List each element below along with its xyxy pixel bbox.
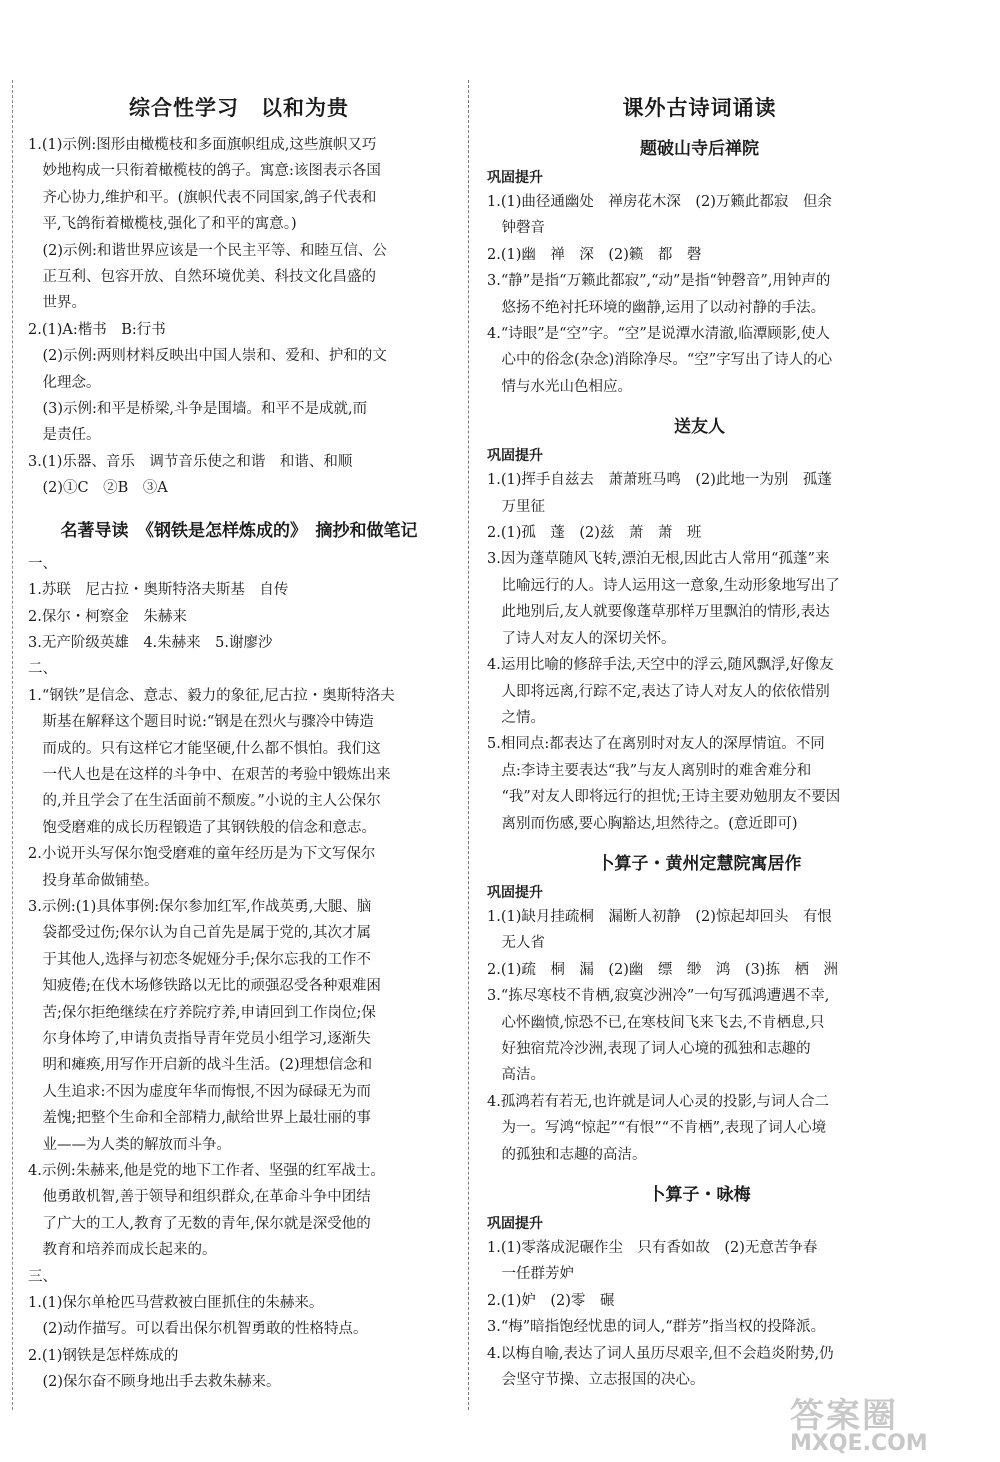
- poem-block: [487, 849, 912, 1168]
- answer-line: 4.孤鸿若有若无,也许就是词人心灵的投影,与词人合二: [487, 1093, 830, 1110]
- answer-line: 为一。写鸿“惊起”“有恨”“不肯栖”,表现了词人心境: [487, 1120, 827, 1137]
- answer-line: 尔身体垮了,申请负责指导青年党员小组学习,逐渐失: [28, 1031, 371, 1047]
- answer-line: 一代人也是在这样的斗争中、在艰苦的考验中锻炼出来: [28, 766, 391, 783]
- answer-line: 1.苏联 尼古拉・奥斯特洛夫斯基 自传: [28, 582, 289, 599]
- answer-line: 他勇敢机智,善于领导和组织群众,在革命斗争中团结: [28, 1189, 371, 1206]
- poem-block: [487, 134, 912, 400]
- answer-line: “我”对友人即将远行的担忧;王诗主要劝勉朋友不要因: [487, 789, 841, 806]
- book-guide-answers: [28, 551, 450, 1396]
- answer-line: 平,飞鸽衔着橄榄枝,强化了和平的寓意。): [28, 216, 297, 233]
- answer-line: (2)示例:和谐世界应该是一个民主平等、和睦互信、公: [28, 242, 387, 259]
- right-column: [487, 80, 912, 1393]
- harmony-answers: [28, 132, 450, 502]
- answer-line: 2.(1)疏 桐 漏 (2)幽 缥 缈 鸿 (3)拣 栖 洲: [487, 961, 838, 978]
- answer-line: 人即将远离,行踪不定,表达了诗人对友人的依依惜别: [487, 683, 830, 700]
- answer-line: 4.“诗眼”是“空”字。“空”是说潭水清澈,临潭顾影,使人: [487, 326, 831, 343]
- answer-line: 二、: [28, 661, 57, 678]
- answer-line: 知疲倦;在伐木场修铁路以无比的顽强忍受各种艰难困: [28, 978, 381, 995]
- answer-line: 5.相同点:都表达了在离别时对友人的深厚情谊。不同: [487, 736, 825, 753]
- answer-line: 1.(1)零落成泥碾作尘 只有香如故 (2)无意苦争春: [487, 1240, 818, 1256]
- answer-line: 2.(1)钢铁是怎样炼成的: [28, 1347, 179, 1364]
- answer-line: 点:李诗主要表达“我”与友人离别时的难舍难分和: [487, 762, 812, 779]
- poem-answers: [487, 904, 912, 1168]
- practice-label: 巩固提升: [487, 1216, 543, 1232]
- answer-line: 1.(1)缺月挂疏桐 漏断人初静 (2)惊起却回头 有恨: [487, 908, 832, 925]
- answer-line: 3.“拣尽寒枝不肯栖,寂寞沙洲冷”一句写孤鸿遭遇不幸,: [487, 988, 830, 1005]
- answer-line: 三、: [28, 1268, 57, 1285]
- answer-line: 1.(1)保尔单枪匹马营救被白匪抓住的朱赫来。: [28, 1295, 324, 1312]
- poem-answers: [487, 189, 912, 400]
- poem-answers: [487, 1235, 912, 1393]
- answer-line: 4.示例:朱赫来,他是党的地下工作者、坚强的红军战士。: [28, 1163, 385, 1180]
- answer-line: (2)①C ②B ③A: [28, 480, 168, 497]
- answer-line: (2)动作描写。可以看出保尔机智勇敢的性格特点。: [28, 1321, 368, 1338]
- answer-line: 明和瘫痪,用写作开启新的战斗生活。(2)理想信念和: [28, 1057, 373, 1074]
- answer-line: 3.(1)乐器、音乐 调节音乐使之和谐 和谐、和顺: [28, 453, 353, 470]
- answer-line: 4.运用比喻的修辞手法,天空中的浮云,随风飘浮,好像友: [487, 657, 834, 674]
- section-title-poetry: 课外古诗词诵读: [622, 95, 777, 120]
- answer-line: 3.“梅”暗指饱经忧患的词人,“群芳”指当权的投降派。: [487, 1319, 826, 1336]
- answer-line: 教育和培养而成长起来的。: [28, 1242, 217, 1259]
- answer-line: 妙地构成一只衔着橄榄枝的鸽子。寓意:该图表示各国: [28, 163, 381, 180]
- answer-line: 比喻远行的人。诗人运用这一意象,生动形象地写出了: [487, 577, 840, 594]
- answer-line: 2.(1)幽 禅 深 (2)籁 都 磬: [487, 246, 702, 263]
- answer-line: 2.(1)妒 (2)零 碾: [487, 1292, 615, 1309]
- answer-line: 的孤独和志趣的高洁。: [487, 1146, 647, 1163]
- answer-line: (3)示例:和平是桥梁,斗争是围墙。和平不是成就,而: [28, 401, 368, 418]
- answer-line: 此地别后,友人就要像蓬草那样万里飘泊的情形,表达: [487, 604, 830, 621]
- answer-line: 业——为人类的解放而斗争。: [28, 1136, 231, 1153]
- answer-line: 2.(1)孤 蓬 (2)兹 萧 萧 班: [487, 525, 702, 542]
- answer-line: 化理念。: [28, 374, 101, 391]
- poem-answers: [487, 467, 912, 837]
- answer-line: 悠扬不绝衬托环境的幽静,运用了以动衬静的手法。: [487, 299, 826, 316]
- practice-label: 巩固提升: [487, 884, 543, 901]
- answer-line: 投身革命做铺垫。: [28, 872, 159, 889]
- poem-title: 送友人: [674, 417, 725, 438]
- left-margin-rule: [12, 80, 13, 1410]
- answer-line: 万里征: [487, 498, 545, 515]
- answer-line: 正互利、包容开放、自然环境优美、科技文化昌盛的: [28, 269, 376, 286]
- section-title-harmony: 综合性学习 以和为贵: [129, 95, 349, 120]
- answer-line: 3.因为蓬草随风飞转,漂泊无根,因此古人常用“孤蓬”来: [487, 551, 830, 568]
- answer-line: (2)保尔奋不顾身地出手去救朱赫来。: [28, 1374, 281, 1391]
- answer-line: 的,并且学会了在生活面前不颓废。”小说的主人公保尔: [28, 793, 381, 810]
- poem-list: [487, 134, 912, 1393]
- answer-line: 会坚守节操、立志报国的决心。: [487, 1372, 705, 1389]
- answer-line: 无人省: [487, 935, 545, 952]
- answer-line: 离别而伤感,要心胸豁达,坦然待之。(意近即可): [487, 815, 798, 832]
- answer-line: 之情。: [487, 709, 545, 726]
- answer-line: 一、: [28, 555, 57, 572]
- answer-line: 于其他人,选择与初恋冬妮娅分手;保尔忘我的工作不: [28, 951, 371, 968]
- answer-line: 了诗人对友人的深切关怀。: [487, 630, 676, 647]
- left-column: [28, 80, 450, 1396]
- answer-line: 1.(1)曲径通幽处 禅房花木深 (2)万籁此都寂 但余: [487, 194, 832, 210]
- answer-line: 1.“钢铁”是信念、意志、毅力的象征,尼古拉・奥斯特洛夫: [28, 687, 395, 704]
- section-title-book-guide: 名著导读 《钢铁是怎样炼成的》 摘抄和做笔记: [60, 520, 418, 541]
- answer-line: 3.“静”是指“万籁此都寂”,“动”是指“钟磬音”,用钟声的: [487, 273, 831, 290]
- answer-line: 2.(1)A:楷书 B:行书: [28, 321, 166, 338]
- answer-line: 4.以梅自喻,表达了词人虽历尽艰辛,但不会趋炎附势,仍: [487, 1345, 834, 1362]
- answer-line: 高洁。: [487, 1067, 545, 1084]
- answer-line: 齐心协力,维护和平。(旗帜代表不同国家,鸽子代表和: [28, 189, 377, 206]
- watermark: [790, 1388, 960, 1456]
- answer-line: 而成的。只有这样它才能坚硬,什么都不惧怕。我们这: [28, 740, 381, 757]
- watermark-logo-text: 答案圈: [790, 1396, 898, 1436]
- answer-line: 袋都受过伤;保尔认为自己首先是属于党的,其次才属: [28, 925, 371, 942]
- poem-block: [487, 412, 912, 837]
- practice-label: 巩固提升: [487, 448, 543, 465]
- answer-line: 钟磬音: [487, 220, 545, 237]
- column-divider: [468, 80, 469, 1410]
- answer-line: 苦;保尔拒绝继续在疗养院疗养,申请回到工作岗位;保: [28, 1004, 376, 1021]
- answer-line: 饱受磨难的成长历程锻造了其钢铁般的信念和意志。: [28, 819, 376, 836]
- practice-label: 巩固提升: [487, 170, 543, 186]
- answer-line: 人生追求:不因为虚度年华而悔恨,不因为碌碌无为而: [28, 1083, 371, 1100]
- answer-line: 好独宿荒冷沙洲,表现了词人心境的孤独和志趣的: [487, 1040, 811, 1057]
- answer-line: 世界。: [28, 295, 86, 312]
- answer-line: 3.无产阶级英雄 4.朱赫来 5.谢廖沙: [28, 634, 273, 651]
- answer-line: 是责任。: [28, 427, 101, 444]
- answer-line: 2.保尔・柯察金 朱赫来: [28, 608, 187, 625]
- poem-title: 卜算子・咏梅: [648, 1185, 751, 1205]
- poem-title: 卜算子・黄州定慧院寓居作: [597, 853, 802, 874]
- poem-title: 题破山寺后禅院: [640, 139, 759, 159]
- answer-line: 心怀幽愤,惊恐不已,在寒枝间飞来飞去,不肯栖息,只: [487, 1014, 825, 1031]
- answer-line: 一任群芳妒: [487, 1266, 574, 1283]
- watermark-url: MXQE.COM: [790, 1431, 928, 1456]
- answer-line: 羞愧;把整个生命和全部精力,献给世界上最壮丽的事: [28, 1110, 371, 1127]
- answer-line: (2)示例:两则材料反映出中国人崇和、爱和、护和的文: [28, 348, 387, 365]
- answer-line: 情与水光山色相应。: [487, 378, 632, 395]
- answer-line: 了广大的工人,教育了无数的青年,保尔就是深受他的: [28, 1215, 371, 1232]
- answer-line: 1.(1)挥手自兹去 萧萧班马鸣 (2)此地一为别 孤蓬: [487, 472, 832, 489]
- poem-block: [487, 1180, 912, 1393]
- answer-line: 1.(1)示例:图形由橄榄枝和多面旗帜组成,这些旗帜又巧: [28, 137, 377, 153]
- answer-line: 斯基在解释这个题目时说:“钢是在烈火与骤冷中铸造: [28, 714, 374, 731]
- answer-line: 心中的俗念(杂念)消除净尽。“空”字写出了诗人的心: [487, 352, 833, 369]
- answer-line: 3.示例:(1)具体事例:保尔参加红军,作战英勇,大腿、脑: [28, 898, 372, 915]
- answer-line: 2.小说开头写保尔饱受磨难的童年经历是为下文写保尔: [28, 846, 376, 863]
